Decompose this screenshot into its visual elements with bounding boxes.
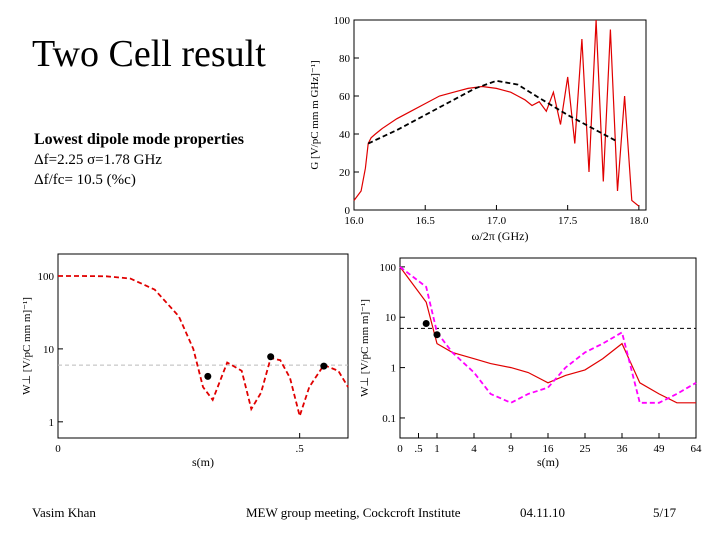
wake-chart-long — [356, 248, 706, 472]
x-tick-label: 64 — [690, 443, 702, 455]
data-marker — [434, 331, 441, 338]
y-tick-label: 20 — [339, 167, 350, 179]
wake-chart-long-svg — [356, 248, 706, 472]
x-axis-label: s(m) — [537, 455, 559, 469]
x-axis-label: ω/2π (GHz) — [471, 229, 529, 243]
x-tick-label: 18.0 — [629, 215, 649, 227]
slide-title: Two Cell result — [32, 33, 266, 75]
y-tick-label: 10 — [385, 312, 396, 325]
x-tick-label: 16.0 — [344, 215, 364, 227]
y-tick-label: 100 — [37, 270, 54, 283]
y-axis-label: W⊥ [V/pC mm m]⁻¹] — [359, 299, 371, 397]
y-tick-label: 60 — [339, 91, 350, 103]
x-tick-label: 25 — [579, 443, 591, 455]
y-tick-label: 80 — [339, 53, 350, 65]
footer-event: MEW group meeting, Cockcroft Institute — [246, 505, 461, 520]
x-tick-label: 1 — [434, 443, 440, 455]
y-tick-label: 0.1 — [382, 412, 396, 425]
x-tick-label: 0 — [397, 443, 403, 455]
y-tick-label: 0 — [344, 205, 350, 217]
y-tick-label: 1 — [48, 416, 54, 429]
data-marker — [267, 353, 274, 360]
y-axis-label: G [V/pC mm m GHz]⁻¹] — [309, 60, 321, 170]
x-tick-label: 0 — [55, 443, 61, 455]
x-tick-label: 4 — [471, 443, 477, 455]
series-line-0 — [400, 267, 696, 403]
x-tick-label: .5 — [414, 443, 423, 455]
x-axis-label: s(m) — [192, 455, 214, 469]
x-tick-label: 16 — [542, 443, 554, 455]
data-marker — [204, 373, 211, 380]
y-tick-label: 100 — [379, 261, 396, 274]
y-tick-label: 10 — [43, 343, 54, 356]
property-line-ratio: Δf/fc= 10.5 (%c) — [34, 172, 136, 188]
wake-chart-short-svg — [18, 246, 354, 472]
wake-chart-short — [18, 246, 354, 472]
property-line-frequency: Δf=2.25 σ=1.78 GHz — [34, 152, 162, 168]
plot-frame — [58, 254, 348, 438]
x-tick-label: 36 — [616, 443, 628, 455]
y-tick-label: 1 — [390, 362, 396, 375]
x-tick-label: 16.5 — [415, 215, 435, 227]
x-tick-label: .5 — [295, 443, 304, 455]
footer-page-number: 5/17 — [653, 505, 677, 520]
properties-heading: Lowest dipole mode properties — [34, 131, 244, 148]
data-marker — [320, 363, 327, 370]
x-tick-label: 17.0 — [486, 215, 507, 227]
y-tick-label: 40 — [339, 129, 350, 141]
data-marker — [423, 320, 430, 327]
series-line-0 — [354, 20, 639, 206]
y-tick-label: 100 — [333, 15, 350, 27]
plot-frame — [354, 20, 646, 210]
x-tick-label: 49 — [653, 443, 665, 455]
x-tick-label: 9 — [508, 443, 514, 455]
impedance-chart-svg — [306, 6, 652, 248]
series-line-0 — [58, 276, 348, 416]
footer-date: 04.11.10 — [520, 505, 566, 520]
x-tick-label: 17.5 — [558, 215, 578, 227]
y-axis-label: W⊥ [V/pC mm m]⁻¹] — [21, 297, 33, 395]
impedance-chart — [306, 6, 652, 248]
series-line-1 — [368, 81, 617, 144]
footer-author: Vasim Khan — [32, 505, 96, 520]
